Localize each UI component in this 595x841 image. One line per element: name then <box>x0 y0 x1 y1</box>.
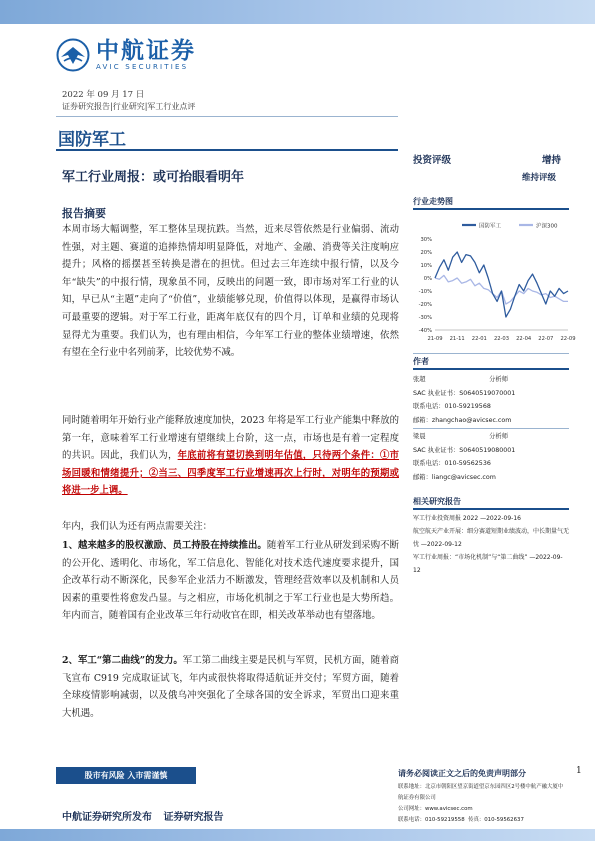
x-tick-label: 22-01 <box>471 336 487 342</box>
paragraph-4-text: 随着军工行业从研发到采购不断的公开化、透明化、市场化，军工信息化、智能化对技术迭代速度要求提升，国企改革行动不断深化，民参军企业活力不断激发，管理经营效率以及机制和人员因素的重要性将愈发凸显。与之相应，市场化机制之于军工行业也是大势所趋。年内而言，随着国有企业改革三年行动收官在即，相关改革举动也有望落地。 <box>62 540 399 622</box>
footer-address: 联系地址：北京市朝阳区望京街道望京东园四区2号楼中航产融大厦中航证券有限公司 <box>398 784 564 801</box>
author-1-mail[interactable]: 邮箱：zhangchao@avicsec.com <box>413 416 512 424</box>
footer-fax: 传真：010-59562637 <box>468 817 524 823</box>
author-divider <box>413 428 569 429</box>
trend-divider <box>413 208 569 210</box>
authors-heading: 作者 <box>413 356 429 366</box>
footer-phone-line <box>398 815 568 826</box>
rating-value: 增持 <box>542 155 562 166</box>
company-logo <box>56 38 196 72</box>
related-report-3[interactable]: 军工行业周报：“市场化机制”与“第二曲线” —2022-09-12 <box>413 554 563 574</box>
rating-sub: 维持评级 <box>522 173 557 183</box>
x-tick-label: 21-11 <box>449 336 465 342</box>
abstract-paragraph-5 <box>62 652 399 722</box>
abstract-heading: 报告摘要 <box>62 207 106 220</box>
abstract-paragraph-4 <box>62 537 399 625</box>
publisher-line <box>62 808 223 823</box>
industry-trend-chart <box>413 212 576 350</box>
author-1-role: 分析师 <box>489 376 508 383</box>
disclaimer-note: 请务必阅读正文之后的免责声明部分 <box>398 768 526 778</box>
page-number: 1 <box>576 766 582 776</box>
logo-cn-text: 中航证券 <box>96 38 196 64</box>
report-category: 证券研究报告|行业研究|军工行业点评 <box>62 102 196 111</box>
paragraph-5-lead: 2、军工“第二曲线”的发力。 <box>62 655 183 666</box>
footer-tel: 联系电话：010-59219558 <box>398 817 465 823</box>
x-tick-label: 22-07 <box>538 336 554 342</box>
x-tick-label: 22-04 <box>516 336 532 342</box>
x-tick-label: 22-03 <box>493 336 510 342</box>
abstract-paragraph-1: 本周市场大幅调整，军工整体呈现抗跌。当然，近来尽管依然是行业偏弱、流动性强，对主题、赛道的追捧热情却明显降低，对地产、金融、消费等关注度响应提升；风格的摇摆甚至转换是潜在的担忧。但过去三年连续中报行情，以及今年“缺失”的中报行情，现象虽不同，反映出的问题一致，即市场对军工行业的认知，早已从“主题”走向了“价值”，业绩能够兑现，价值得以体现，是赢得市场认可最重要的逻辑。对于军工行业，距离年底仅有的四个月，订单和业绩的兑现将显得尤为重要。我们认为，也有理由相信，今年军工行业的整体业绩增速，依然有望在全行业中名列前茅，比较优势不减。 <box>62 224 399 359</box>
related-reports-list <box>413 512 569 577</box>
rating-label: 投资评级 <box>413 155 452 166</box>
publisher-name: 中航证券研究所发布 <box>62 812 152 823</box>
y-tick-label: -30% <box>418 315 432 321</box>
author-2-sac: SAC 执业证书：S0640519080001 <box>413 446 516 454</box>
x-tick-label: 21-09 <box>427 336 443 342</box>
y-tick-label: 0% <box>423 276 432 282</box>
author-2-block <box>413 430 569 484</box>
y-tick-label: -10% <box>418 289 432 295</box>
legend-label-defense: 国防军工 <box>479 223 502 230</box>
section-title: 国防军工 <box>58 130 126 150</box>
author-1-block <box>413 373 569 427</box>
y-tick-label: -20% <box>418 302 432 308</box>
author-2-tel: 联系电话：010-59562536 <box>413 460 491 468</box>
related-heading: 相关研究报告 <box>413 496 461 506</box>
footer-website[interactable]: 公司网址：www.avicsec.com <box>398 806 473 812</box>
y-tick-label: 30% <box>420 237 432 243</box>
y-tick-label: 10% <box>420 263 432 269</box>
y-tick-label: 20% <box>420 250 432 256</box>
author-2-name: 梁晨 <box>413 433 426 440</box>
paragraph-4-lead: 1、越来越多的股权激励、员工持股在持续推出。 <box>62 540 267 551</box>
divider-blue <box>56 149 398 151</box>
related-report-1[interactable]: 军工行业投资周报 2022 —2022-09-16 <box>413 515 521 522</box>
avic-logo-icon <box>56 38 90 72</box>
author-2-mail[interactable]: 邮箱：liangc@avicsec.com <box>413 473 496 481</box>
bottom-band <box>0 829 595 841</box>
report-title: 军工行业周报：或可抬眼看明年 <box>62 170 245 185</box>
author-1-name: 张超 <box>413 376 426 383</box>
trend-heading: 行业走势图 <box>413 196 453 206</box>
report-date: 2022 年 09 月 17 日 <box>62 90 145 100</box>
risk-warning-box: 股市有风险 入市需谨慎 <box>56 767 196 784</box>
chart-bottom-divider <box>413 353 569 354</box>
publisher-type: 证券研究报告 <box>163 812 224 823</box>
chart-legend <box>462 222 558 230</box>
logo-en-text: AVIC SECURITIES <box>96 63 189 71</box>
author-1-tel: 联系电话：010-59219568 <box>413 403 491 411</box>
abstract-paragraph-2 <box>62 412 399 500</box>
legend-label-hs300: 沪深300 <box>536 223 558 230</box>
footer-contact <box>398 782 568 826</box>
top-band <box>0 0 595 24</box>
author-2-role: 分析师 <box>489 433 508 440</box>
paragraph-2-highlight: 年底前将有望切换到明年估值，只待两个条件：①市场回暖和情绪提升；②当三、四季度军工行业增速再次上行时，对明年的预期或将进一步上调。 <box>62 450 399 497</box>
related-divider <box>413 508 569 510</box>
paragraph-2-text: 同时随着明年开始行业产能释放速度加快，2023 年将是军工行业产能集中释放的第一年，意味着军工行业增速有望继续上台阶，这一点，市场也是有着一定程度的共识。因此，我们认为， <box>62 415 399 462</box>
authors-divider <box>413 368 569 370</box>
abstract-paragraph-3: 年内，我们认为还有两点需要关注： <box>62 521 213 532</box>
related-report-2[interactable]: 航空航天产业开展：细分赛道短期业绩波动，中长期量气无忧 —2022-09-12 <box>413 528 570 548</box>
paragraph-5-text: 军工第二曲线主要是民机与军贸，民机方面，随着商飞宣布 C919 完成取证试飞，年内或很快将取得适航证并交付；军贸方面，随着全球疫情影响减弱，以及俄乌冲突强化了全球各国的安全诉求，军贸出口迎来重大机遇。 <box>62 655 399 719</box>
x-tick-label: 22-09 <box>560 336 576 342</box>
series-line-hs300 <box>435 275 568 304</box>
divider <box>56 116 398 117</box>
author-1-sac: SAC 执业证书：S0640519070001 <box>413 389 516 397</box>
y-tick-label: -40% <box>418 328 432 334</box>
series-line-defense <box>435 252 568 317</box>
